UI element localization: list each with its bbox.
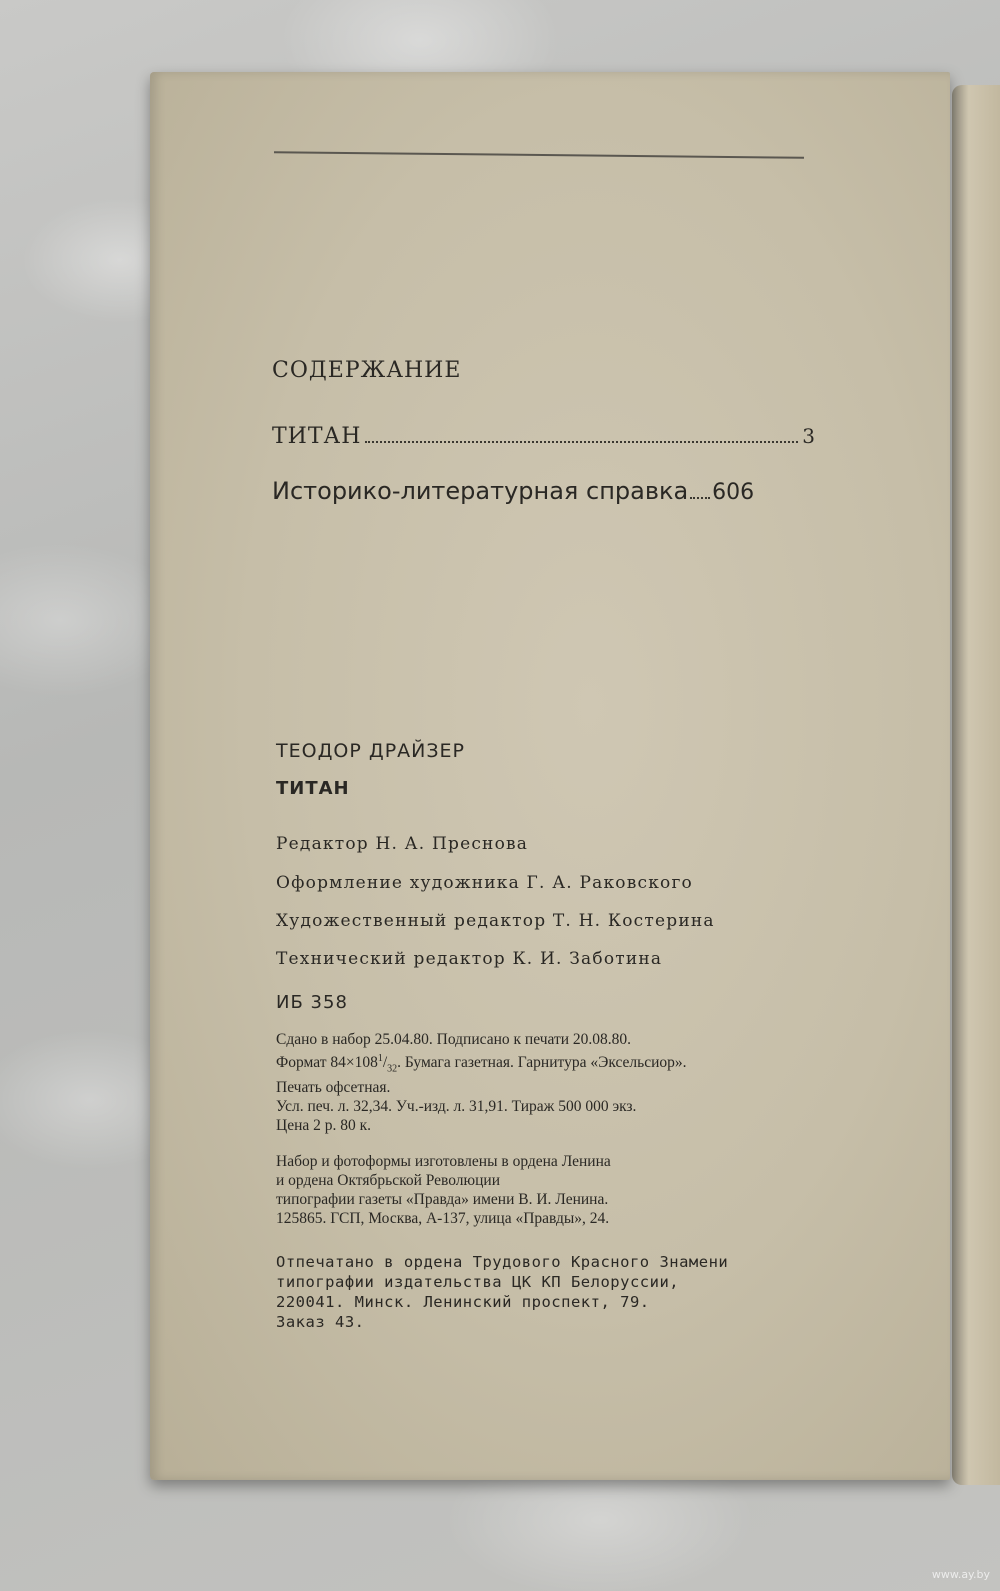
toc-entry-title: Историко-литературная справка [272, 477, 689, 505]
printers-line: и ордена Октябрьской Революции [276, 1172, 501, 1189]
credit-editor: Редактор Н. А. Преснова [276, 834, 529, 854]
credit-art-editor: Художественный редактор Т. Н. Костерина [276, 911, 715, 931]
imprint-line: Печать офсетная. [276, 1079, 391, 1097]
printed-at-line: Отпечатано в ордена Трудового Красного Знамени [276, 1253, 729, 1271]
toc-entry [272, 477, 820, 505]
imprint-line: Сдано в набор 25.04.80. Подписано к печати 20.08.80. [276, 1031, 632, 1048]
book-title: ТИТАН [276, 778, 350, 799]
imprint-price: Цена 2 р. 80 к. [276, 1117, 372, 1135]
top-rule [274, 151, 804, 159]
printers-block [276, 1152, 611, 1228]
toc-leader-dots [365, 441, 798, 443]
ib-number: ИБ 358 [276, 992, 348, 1013]
printed-at-block [276, 1252, 728, 1332]
format-sup: 1 [377, 1053, 383, 1064]
toc-entry-page: 606 [712, 480, 755, 505]
printed-at-line: типографии издательства ЦК КП Белоруссии, [276, 1273, 680, 1291]
site-watermark: www.ay.by [931, 1568, 990, 1581]
credit-design: Оформление художника Г. А. Раковского [276, 873, 693, 893]
imprint-line: Усл. печ. л. 32,34. Уч.-изд. л. 31,91. Тираж 500 000 экз. [276, 1098, 637, 1116]
toc-leader-dots [690, 497, 710, 499]
imprint-block [276, 1030, 687, 1135]
toc-entry-title: ТИТАН [272, 424, 362, 449]
format-prefix: Формат 84×108 [276, 1054, 378, 1072]
printers-line: 125865. ГСП, Москва, А-137, улица «Правды», 24. [276, 1210, 610, 1227]
toc-heading: СОДЕРЖАНИЕ [272, 358, 462, 383]
printers-line: типографии газеты «Правда» имени В. И. Ленина. [276, 1191, 609, 1208]
toc-entry-page: 3 [802, 424, 816, 448]
credit-tech-editor: Технический редактор К. И. Заботина [276, 949, 663, 969]
author-name: ТЕОДОР ДРАЙЗЕР [276, 740, 466, 762]
printed-at-line: 220041. Минск. Ленинский проспект, 79. [276, 1293, 650, 1311]
adjacent-page-edge [952, 85, 1000, 1485]
book-page [150, 72, 950, 1480]
printers-line: Набор и фотоформы изготовлены в ордена Ленина [276, 1153, 611, 1170]
format-suffix: . Бумага газетная. Гарнитура «Эксельсиор». [397, 1054, 687, 1072]
format-sub: 32 [387, 1063, 398, 1075]
imprint-format-line: Формат $84\times 108^1/_{32}$. Бумага газетная. Гарнитура «Эксельсиор». [276, 1053, 687, 1075]
order-number: Заказ 43. [276, 1313, 365, 1331]
toc-entry [272, 424, 816, 449]
